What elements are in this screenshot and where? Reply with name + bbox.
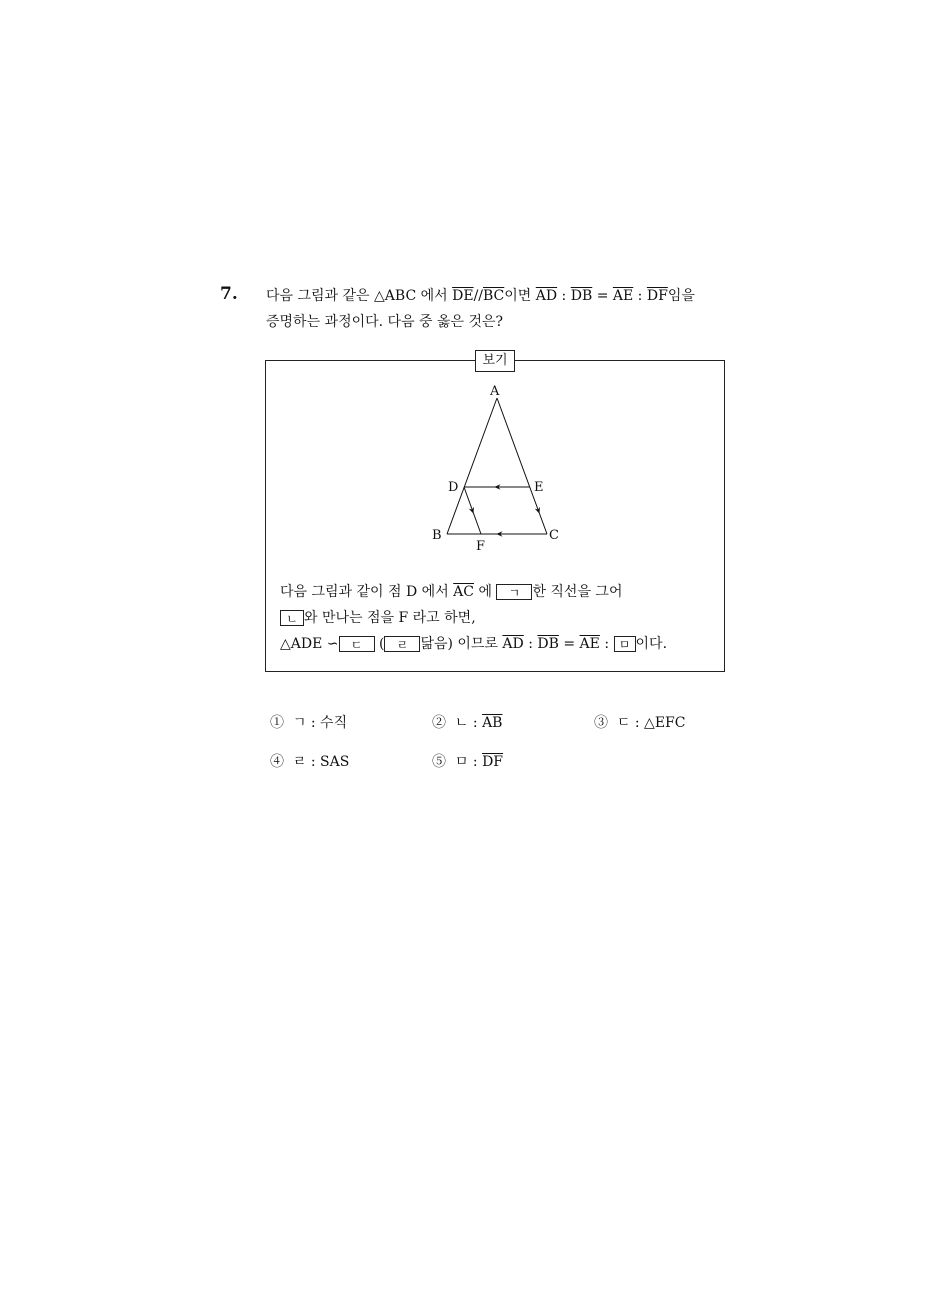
option-label: ㄱ : 수직: [292, 715, 348, 731]
proof-text: 한 직선을 그어: [532, 584, 623, 600]
blank-3: ㄷ: [339, 636, 375, 652]
proof-text: 에: [474, 584, 497, 600]
option-3[interactable]: [594, 713, 685, 733]
question-text-line2: 증명하는 과정이다. 다음 중 옳은 것은?: [266, 314, 504, 330]
question-text: :: [633, 288, 647, 304]
segment-db: $\overline{DB}$: [537, 636, 559, 652]
option-number: ③: [594, 715, 608, 731]
segment-bc: $\overline{BC}$: [483, 288, 505, 304]
question-text: =: [592, 288, 613, 304]
question-number: 7.: [220, 284, 238, 304]
proof-text: 다음 그림과 같이 점 D 에서: [280, 584, 454, 600]
option-4[interactable]: [270, 752, 349, 772]
proof-line2: [280, 607, 476, 629]
question-text: :: [557, 288, 571, 304]
option-1[interactable]: [270, 713, 347, 733]
segment-ad: $\overline{AD}$: [502, 636, 524, 652]
question-text: 이면: [504, 288, 536, 304]
option-segment: $\overline{DF}$: [482, 754, 504, 770]
proof-line1: [280, 581, 622, 603]
option-number: ①: [270, 715, 284, 731]
proof-text: (: [374, 636, 385, 652]
segment-ac: $\overline{AC}$: [453, 584, 474, 600]
segment-df: $\overline{DF}$: [646, 288, 668, 304]
label-f: F: [476, 539, 486, 554]
proof-text: 이다.: [635, 636, 668, 652]
label-c: C: [549, 528, 559, 543]
segment-ae: $\overline{AE}$: [579, 636, 600, 652]
option-2[interactable]: [432, 713, 502, 733]
option-5[interactable]: [432, 752, 503, 772]
segment-df-line: [464, 487, 481, 534]
question-text: 다음 그림과 같은 △ABC 에서: [266, 288, 453, 304]
option-number: ②: [432, 715, 446, 731]
example-box-title: 보기: [475, 350, 515, 372]
option-label: ㅁ :: [454, 754, 483, 770]
option-label: ㄹ : SAS: [292, 754, 350, 770]
triangle-figure: [420, 378, 580, 558]
label-a: A: [490, 384, 500, 399]
proof-text: =: [558, 636, 580, 652]
proof-text: :: [523, 636, 538, 652]
segment-de: $\overline{DE}$: [452, 288, 474, 304]
segment-db: $\overline{DB}$: [570, 288, 593, 304]
proof-text: 닮음) 이므로: [420, 636, 503, 652]
label-d: D: [448, 480, 459, 495]
question-text: //: [473, 288, 483, 304]
side-ac: [497, 398, 547, 534]
question-text: 임을: [667, 288, 695, 304]
label-b: B: [432, 528, 442, 543]
side-ab: [447, 398, 497, 534]
proof-text: △ADE ∽: [280, 636, 339, 652]
proof-text: :: [599, 636, 614, 652]
proof-text: 와 만나는 점을 F 라고 하면,: [304, 610, 476, 626]
option-number: ④: [270, 754, 284, 770]
label-e: E: [534, 480, 544, 495]
blank-2: ㄴ: [280, 610, 304, 626]
proof-line3: [280, 633, 667, 655]
blank-1: ㄱ: [496, 584, 532, 600]
option-number: ⑤: [432, 754, 446, 770]
blank-4: ㄹ: [384, 636, 420, 652]
segment-ae: $\overline{AE}$: [612, 288, 634, 304]
blank-5: ㅁ: [614, 636, 636, 652]
option-label: ㄷ : △EFC: [616, 715, 686, 731]
option-label: ㄴ :: [454, 715, 483, 731]
segment-ad: $\overline{AD}$: [535, 288, 558, 304]
question-text-line1: [266, 286, 695, 306]
option-segment: $\overline{AB}$: [482, 715, 503, 731]
